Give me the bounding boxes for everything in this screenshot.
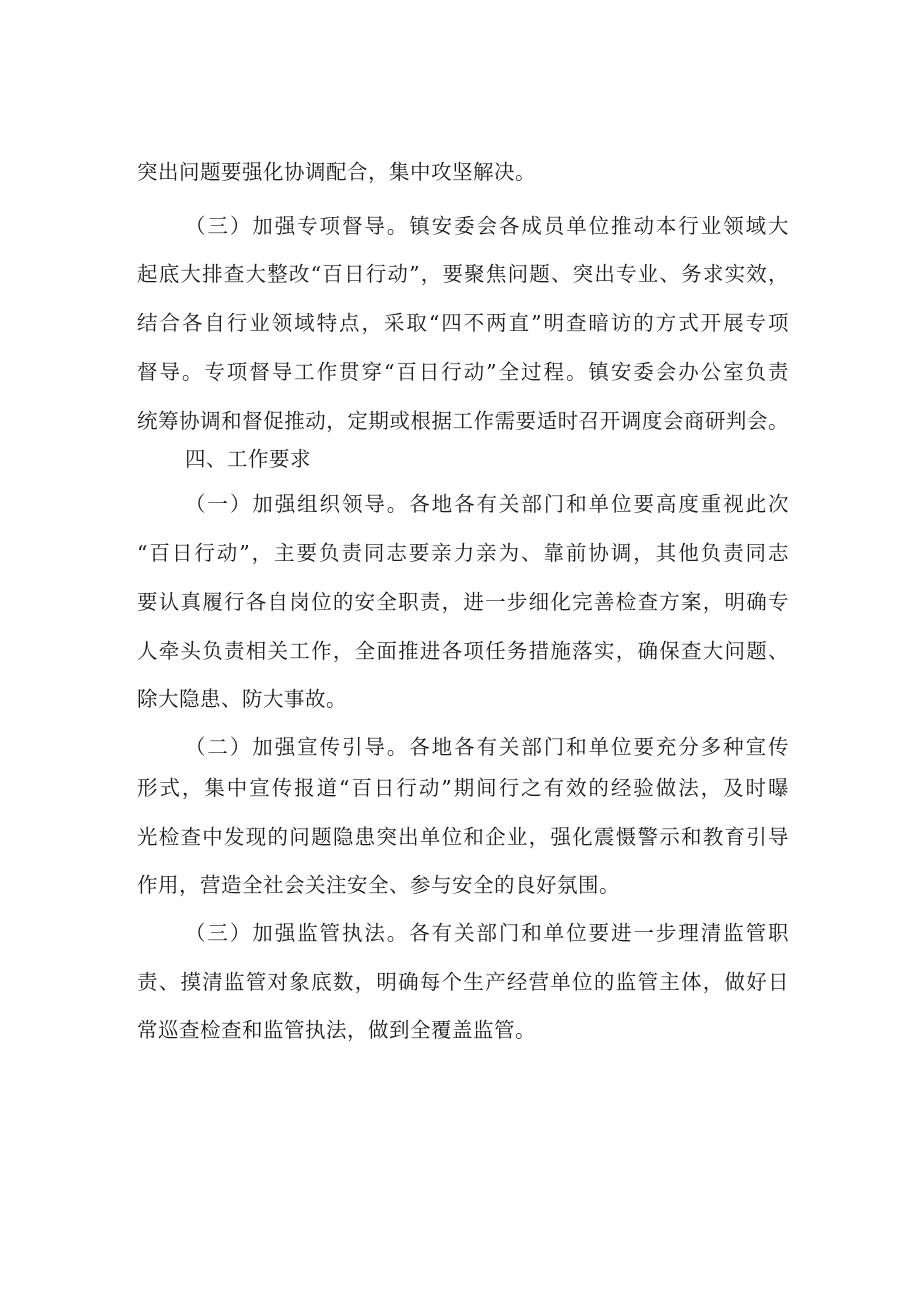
paragraph-line: 形式，集中宣传报道“百日行动”期间行之有效的经验做法，及时曝 xyxy=(137,776,789,800)
paragraph-heading-line: （三）加强监管执法。各有关部门和单位要进一步理清监管职 xyxy=(185,921,789,945)
paragraph-line: 督导。专项督导工作贯穿“百日行动”全过程。镇安委会办公室负责 xyxy=(137,360,789,384)
paragraph-line: 除大隐患、防大事故。 xyxy=(137,687,347,711)
paragraph-line: 常巡查检查和监管执法，做到全覆盖监管。 xyxy=(137,1018,536,1042)
section-heading: 四、工作要求 xyxy=(185,447,311,471)
paragraph-line: 光检查中发现的问题隐患突出单位和企业，强化震慑警示和教育引导 xyxy=(137,825,789,849)
paragraph-heading-line: （一）加强组织领导。各地各有关部门和单位要高度重视此次 xyxy=(185,492,789,516)
paragraph-line: 人牵头负责相关工作，全面推进各项任务措施落实，确保查大问题、 xyxy=(137,639,789,663)
paragraph-line: 突出问题要强化协调配合，集中攻坚解决。 xyxy=(137,160,536,184)
paragraph-heading-line: （三）加强专项督导。镇安委会各成员单位推动本行业领域大 xyxy=(185,214,789,238)
paragraph-line: “百日行动”，主要负责同志要亲力亲为、靠前协调，其他负责同志 xyxy=(137,541,789,565)
paragraph-line: 要认真履行各自岗位的安全职责，进一步细化完善检查方案，明确专 xyxy=(137,590,789,614)
paragraph-heading-line: （二）加强宣传引导。各地各有关部门和单位要充分多种宣传 xyxy=(185,735,789,759)
paragraph-line: 作用，营造全社会关注安全、参与安全的良好氛围。 xyxy=(137,873,620,897)
paragraph-line: 起底大排查大整改“百日行动”，要聚焦问题、突出专业、务求实效， xyxy=(137,262,789,286)
paragraph-line: 结合各自行业领域特点，采取“四不两直”明查暗访的方式开展专项 xyxy=(137,311,789,335)
paragraph-line: 统筹协调和督促推动，定期或根据工作需要适时召开调度会商研判会。 xyxy=(137,409,789,433)
paragraph-line: 责、摸清监管对象底数，明确每个生产经营单位的监管主体，做好日 xyxy=(137,970,789,994)
